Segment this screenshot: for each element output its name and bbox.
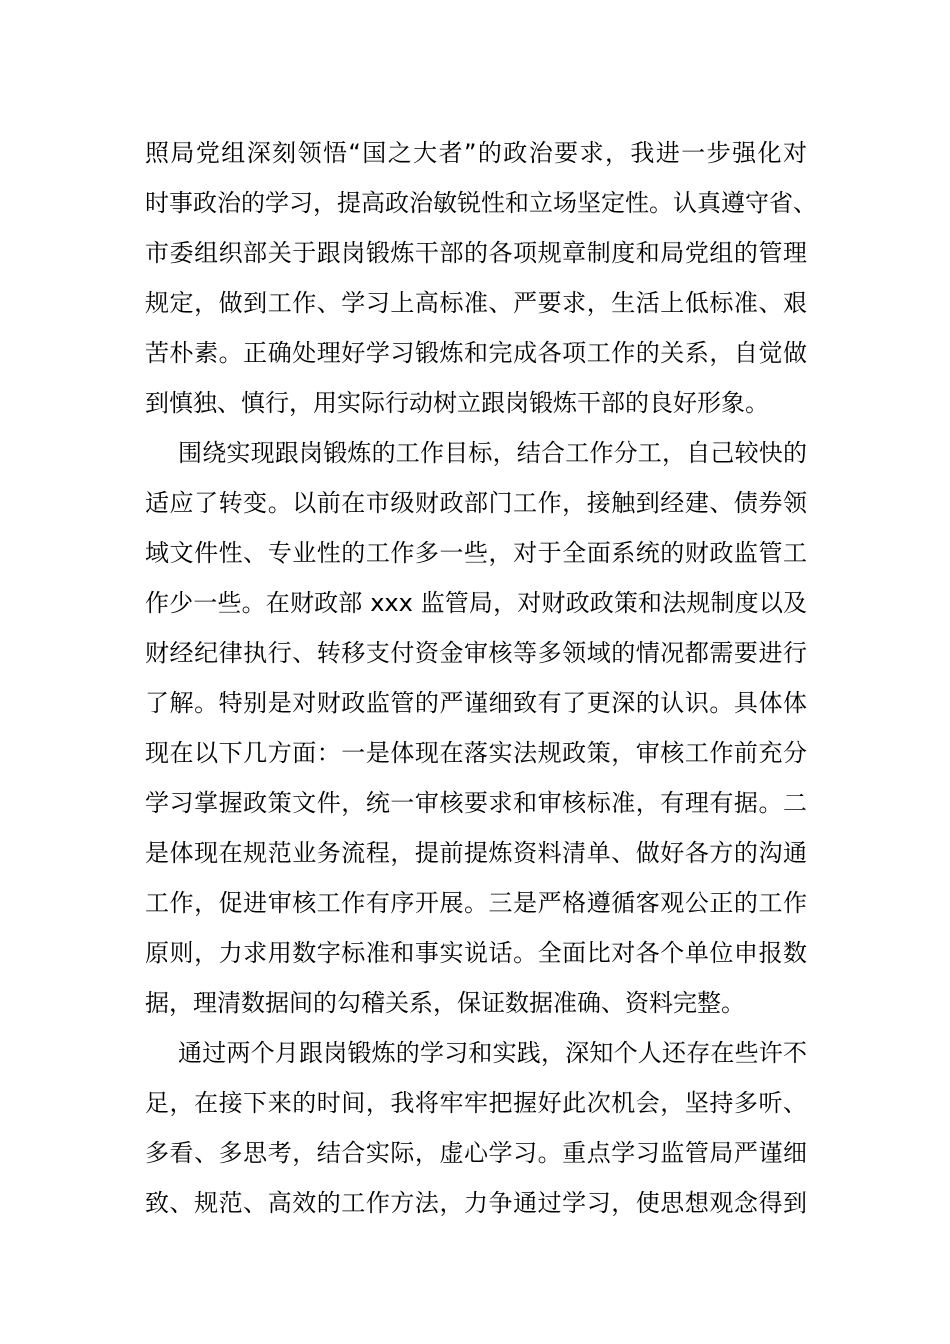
text-line: 致、规范、高效的工作方法，力争通过学习，使思想观念得到 [145, 1189, 807, 1217]
text-line: 苦朴素。正确处理好学习锻炼和完成各项工作的关系，自觉做 [145, 339, 807, 367]
text-line: 时事政治的学习，提高政治敏锐性和立场坚定性。认真遵守省、 [145, 189, 817, 217]
text-line: 市委组织部关于跟岗锻炼干部的各项规章制度和局党组的管理 [145, 239, 807, 267]
text-line: 财经纪律执行、转移支付资金审核等多领域的情况都需要进行 [145, 639, 807, 667]
text-line: 通过两个月跟岗锻炼的学习和实践，深知个人还存在些许不 [178, 1039, 807, 1067]
paragraph-3 [145, 1028, 807, 1228]
text-line: 是体现在规范业务流程，提前提炼资料清单、做好各方的沟通 [145, 839, 807, 867]
text-line: 工作，促进审核工作有序开展。三是严格遵循客观公正的工作 [145, 889, 807, 917]
text-line: 到慎独、慎行，用实际行动树立跟岗锻炼干部的良好形象。 [145, 389, 769, 417]
paragraph-2 [145, 428, 807, 1028]
text-line: 域文件性、专业性的工作多一些，对于全面系统的财政监管工 [145, 539, 807, 567]
paragraph-1 [145, 128, 817, 428]
text-line: 了解。特别是对财政监管的严谨细致有了更深的认识。具体体 [145, 689, 807, 717]
text-line: 照局党组深刻领悟“国之大者”的政治要求，我进一步强化对 [145, 139, 807, 167]
text-line: 围绕实现跟岗锻炼的工作目标，结合工作分工，自己较快的 [178, 439, 807, 467]
text-line: 足，在接下来的时间，我将牢牢把握好此次机会，坚持多听、 [145, 1089, 807, 1117]
text-line: 适应了转变。以前在市级财政部门工作，接触到经建、债券领 [145, 489, 807, 517]
text-line: 据，理清数据间的勾稽关系，保证数据准确、资料完整。 [145, 989, 745, 1017]
text-line: 规定，做到工作、学习上高标准、严要求，生活上低标准、艰 [145, 289, 807, 317]
text-line: 作少一些。在财政部 xxx 监管局，对财政政策和法规制度以及 [145, 589, 807, 617]
text-line: 原则，力求用数字标准和事实说话。全面比对各个单位申报数 [145, 939, 807, 967]
text-line: 现在以下几方面：一是体现在落实法规政策，审核工作前充分 [145, 739, 807, 767]
text-line: 学习掌握政策文件，统一审核要求和审核标准，有理有据。二 [145, 789, 807, 817]
text-line: 多看、多思考，结合实际，虚心学习。重点学习监管局严谨细 [145, 1139, 807, 1167]
document-body [145, 128, 817, 1228]
